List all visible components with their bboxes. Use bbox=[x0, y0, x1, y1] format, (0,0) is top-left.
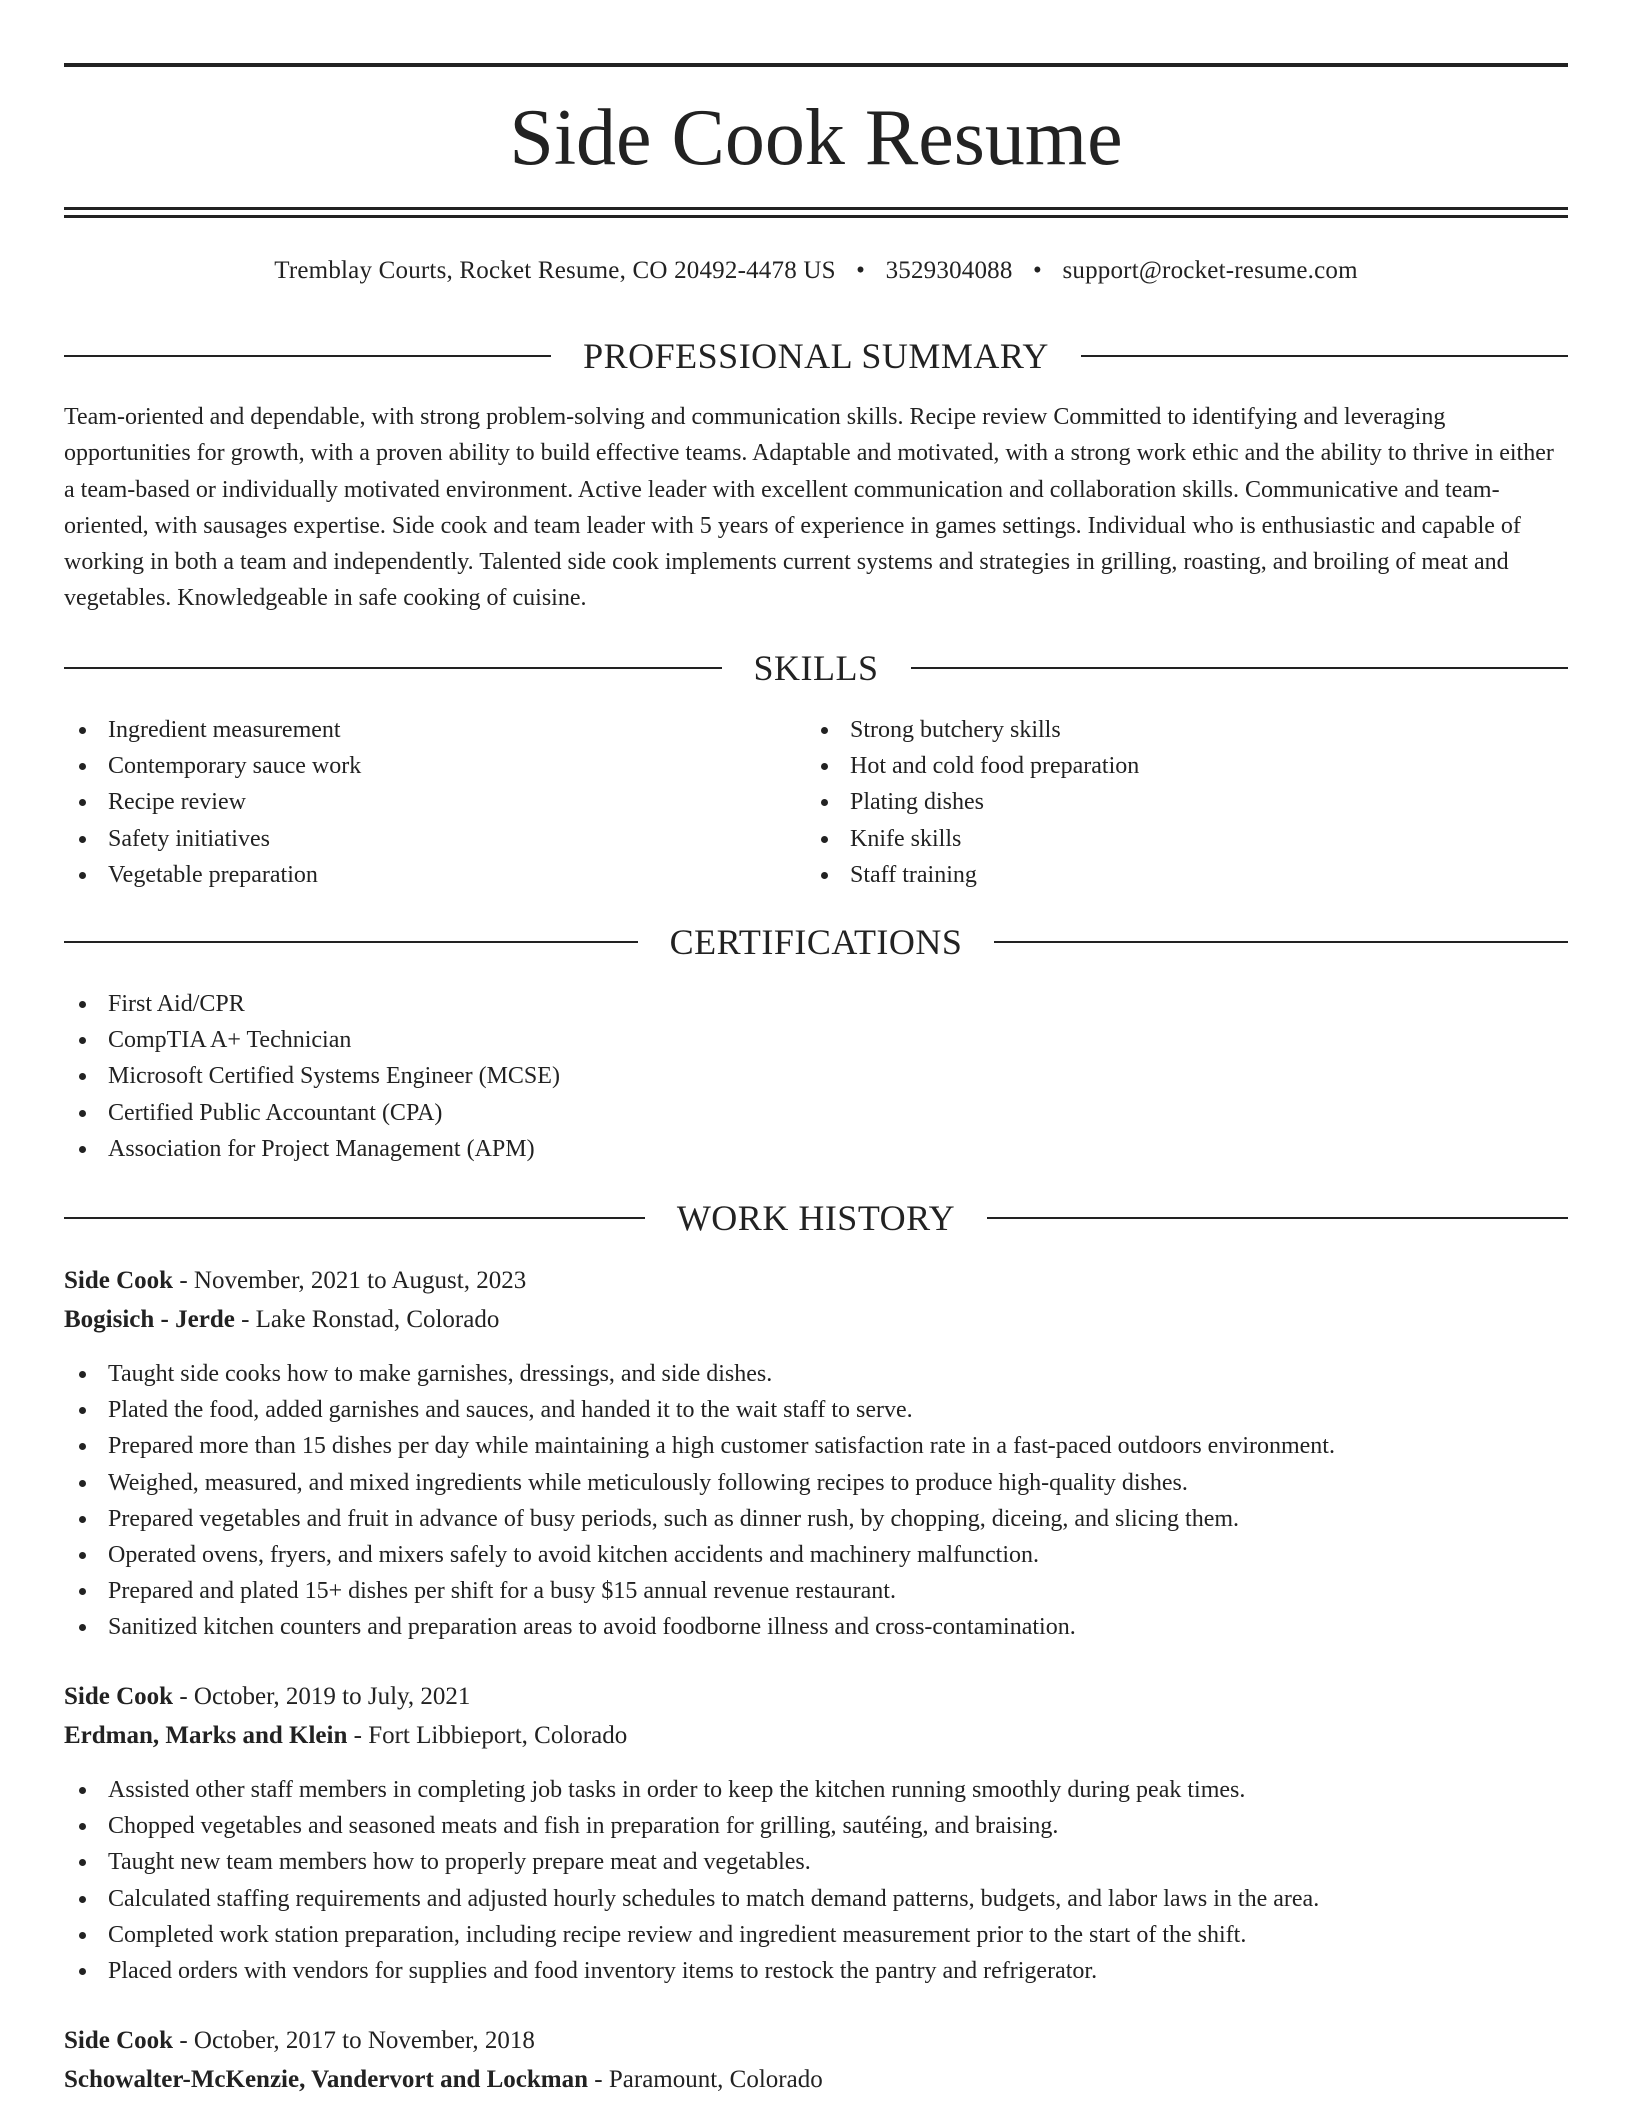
skills-list-left bbox=[64, 712, 804, 893]
skill-item: Plating dishes bbox=[806, 784, 1546, 820]
job-dates: - October, 2019 to July, 2021 bbox=[173, 1683, 471, 1710]
job-dates: - November, 2021 to August, 2023 bbox=[173, 1267, 527, 1294]
job-company-line bbox=[64, 1301, 1568, 1339]
job-duty: Sanitized kitchen counters and preparation areas to avoid foodborne illness and cross-contamination. bbox=[64, 1609, 1564, 1645]
job-company-line bbox=[64, 1717, 1568, 1755]
job-role: Side Cook bbox=[64, 2027, 174, 2054]
contact-address: Tremblay Courts, Rocket Resume, CO 20492-4478 US bbox=[274, 257, 836, 284]
heading-rule bbox=[994, 941, 1568, 943]
summary-section-heading bbox=[64, 334, 1568, 378]
skill-item: Ingredient measurement bbox=[64, 712, 804, 748]
job-duties-list bbox=[64, 1772, 1564, 1989]
job-location: - Paramount, Colorado bbox=[588, 2066, 823, 2093]
job-duty: Taught new team members how to properly prepare meat and vegetables. bbox=[64, 1844, 1564, 1880]
job-location: - Fort Libbieport, Colorado bbox=[347, 1722, 628, 1749]
heading-rule bbox=[64, 355, 551, 357]
job-duty: Operated ovens, fryers, and mixers safely to avoid kitchen accidents and machinery malfunction. bbox=[64, 1537, 1564, 1573]
job-duty: Chopped vegetables and seasoned meats and fish in preparation for grilling, sautéing, and braising. bbox=[64, 1808, 1564, 1844]
certification-item: Certified Public Accountant (CPA) bbox=[64, 1095, 1564, 1131]
job-role: Side Cook bbox=[64, 1267, 174, 1294]
work-history-section-heading bbox=[64, 1196, 1568, 1240]
certification-item: Association for Project Management (APM) bbox=[64, 1131, 1564, 1167]
job-duty: Prepared more than 15 dishes per day while maintaining a high customer satisfaction rate in a fast-paced outdoors environment. bbox=[64, 1428, 1564, 1464]
section-title: PROFESSIONAL SUMMARY bbox=[583, 336, 1049, 376]
job-duty: Placed orders with vendors for supplies and food inventory items to restock the pantry and refrigerator. bbox=[64, 1953, 1564, 1989]
skill-item: Vegetable preparation bbox=[64, 857, 804, 893]
job-duty: Prepared vegetables and fruit in advance of busy periods, such as dinner rush, by chopping, diceing, and slicing them. bbox=[64, 1501, 1564, 1537]
certification-item: Microsoft Certified Systems Engineer (MCSE) bbox=[64, 1058, 1564, 1094]
section-title: CERTIFICATIONS bbox=[669, 922, 963, 962]
contact-separator: • bbox=[1033, 257, 1042, 284]
skill-item: Recipe review bbox=[64, 784, 804, 820]
heading-rule bbox=[987, 1217, 1568, 1219]
job-title-line bbox=[64, 2022, 1568, 2060]
job-dates: - October, 2017 to November, 2018 bbox=[173, 2027, 535, 2054]
top-rule bbox=[64, 63, 1568, 67]
job-company-line bbox=[64, 2061, 1568, 2099]
skill-item: Safety initiatives bbox=[64, 821, 804, 857]
job-duties-list bbox=[64, 1356, 1564, 1646]
contact-separator: • bbox=[856, 257, 866, 284]
resume-title: Side Cook Resume bbox=[509, 94, 1123, 182]
job-title-line bbox=[64, 1262, 1568, 1300]
job-duty: Weighed, measured, and mixed ingredients while meticulously following recipes to produce high-quality dishes. bbox=[64, 1465, 1564, 1501]
skills-section-heading bbox=[64, 646, 1568, 690]
job-duty: Calculated staffing requirements and adjusted hourly schedules to match demand patterns, budgets, and labor laws in the area. bbox=[64, 1881, 1564, 1917]
job-location: - Lake Ronstad, Colorado bbox=[234, 1306, 500, 1333]
skill-item: Knife skills bbox=[806, 821, 1546, 857]
job-role: Side Cook bbox=[64, 1683, 174, 1710]
certification-item: CompTIA A+ Technician bbox=[64, 1022, 1564, 1058]
skill-item: Hot and cold food preparation bbox=[806, 748, 1546, 784]
title-double-rule bbox=[64, 207, 1568, 219]
contact-phone: 3529304088 bbox=[885, 257, 1013, 284]
job-title-line bbox=[64, 1678, 1568, 1716]
job-duty: Taught side cooks how to make garnishes, dressings, and side dishes. bbox=[64, 1356, 1564, 1392]
section-title: WORK HISTORY bbox=[676, 1198, 956, 1238]
heading-rule bbox=[911, 667, 1569, 669]
skill-item: Staff training bbox=[806, 857, 1546, 893]
contact-line bbox=[64, 254, 1568, 288]
section-title: SKILLS bbox=[753, 648, 879, 688]
summary-text: Team-oriented and dependable, with strong problem-solving and communication skills. Recipe review Committed to identifying and leveraging opportunities for growth, with a proven ability to build effective teams. Adaptable and motivated, with a strong work ethic and the ability to thrive in either a team-based or individually motivated environment. Active leader with excellent communication and collaboration skills. Communicative and team-oriented, with sausages expertise. Side cook and team leader with 5 years of experience in games settings. Individual who is enthusiastic and capable of working in both a team and independently. Talented side cook implements current systems and strategies in grilling, roasting, and broiling of meat and vegetables. Knowledgeable in safe cooking of cuisine. bbox=[64, 404, 1554, 612]
skills-list-right bbox=[806, 712, 1546, 893]
heading-rule bbox=[1081, 355, 1568, 357]
job-duty: Plated the food, added garnishes and sauces, and handed it to the wait staff to serve. bbox=[64, 1392, 1564, 1428]
skill-item: Contemporary sauce work bbox=[64, 748, 804, 784]
certifications-section-heading bbox=[64, 920, 1568, 964]
heading-rule bbox=[64, 667, 722, 669]
heading-rule bbox=[64, 941, 638, 943]
certification-item: First Aid/CPR bbox=[64, 986, 1564, 1022]
certifications-list bbox=[64, 986, 1564, 1167]
job-duty: Prepared and plated 15+ dishes per shift for a busy $15 annual revenue restaurant. bbox=[64, 1573, 1564, 1609]
job-company: Schowalter-McKenzie, Vandervort and Lockman bbox=[64, 2066, 589, 2093]
job-company: Bogisich - Jerde bbox=[64, 1306, 235, 1333]
heading-rule bbox=[64, 1217, 645, 1219]
job-duty: Completed work station preparation, including recipe review and ingredient measurement prior to the start of the shift. bbox=[64, 1917, 1564, 1953]
skill-item: Strong butchery skills bbox=[806, 712, 1546, 748]
contact-email[interactable]: support@rocket-resume.com bbox=[1062, 257, 1358, 284]
job-company: Erdman, Marks and Klein bbox=[64, 1722, 348, 1749]
job-duty: Assisted other staff members in completing job tasks in order to keep the kitchen running smoothly during peak times. bbox=[64, 1772, 1564, 1808]
